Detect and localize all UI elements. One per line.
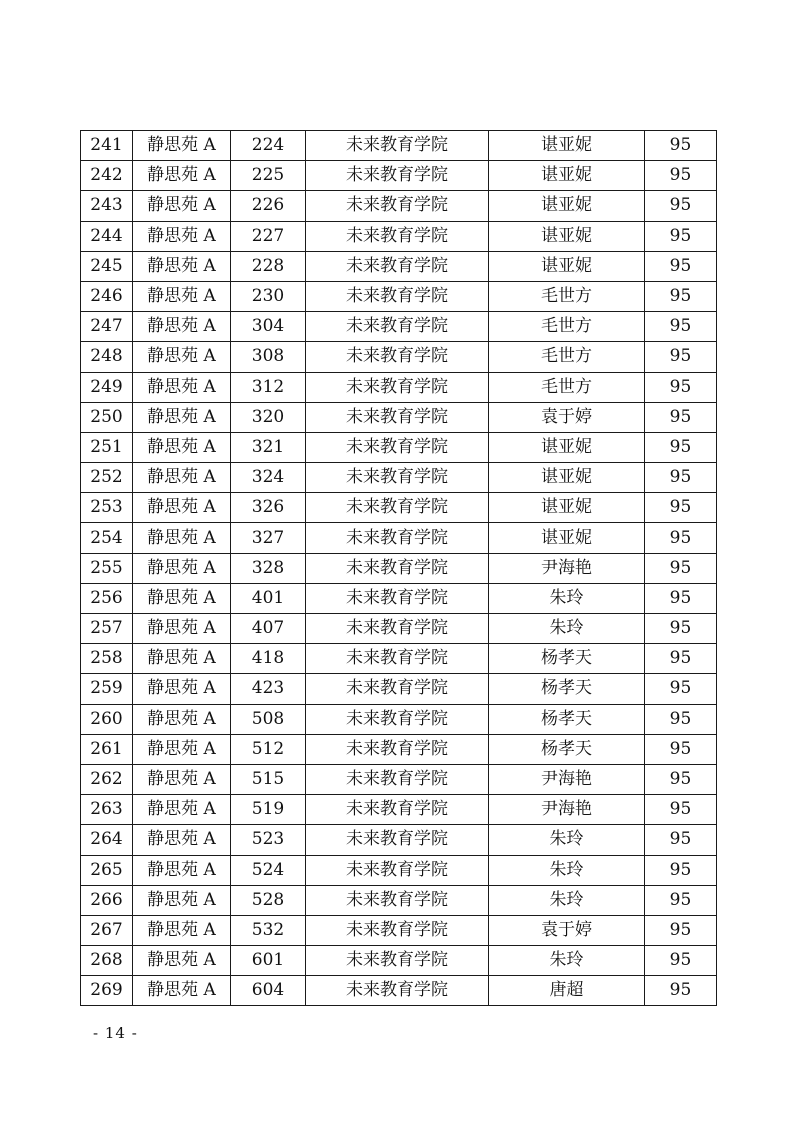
cell-college: 未来教育学院 [306,764,489,794]
cell-name: 毛世方 [489,281,645,311]
cell-name: 朱玲 [489,946,645,976]
cell-score: 95 [645,402,717,432]
cell-number: 268 [81,946,133,976]
cell-building: 静思苑 A [133,191,231,221]
cell-room: 524 [231,855,306,885]
table-row [81,946,717,976]
cell-building: 静思苑 A [133,734,231,764]
cell-name: 谌亚妮 [489,221,645,251]
cell-room: 320 [231,402,306,432]
cell-number: 252 [81,463,133,493]
cell-building: 静思苑 A [133,221,231,251]
cell-building: 静思苑 A [133,825,231,855]
cell-building: 静思苑 A [133,281,231,311]
cell-number: 246 [81,281,133,311]
cell-name: 谌亚妮 [489,432,645,462]
table-row [81,221,717,251]
cell-building: 静思苑 A [133,251,231,281]
cell-room: 423 [231,674,306,704]
cell-room: 528 [231,885,306,915]
cell-score: 95 [645,342,717,372]
cell-score: 95 [645,795,717,825]
table-row [81,312,717,342]
cell-name: 杨孝天 [489,734,645,764]
cell-name: 朱玲 [489,855,645,885]
cell-room: 328 [231,553,306,583]
cell-room: 308 [231,342,306,372]
cell-name: 尹海艳 [489,764,645,794]
cell-building: 静思苑 A [133,161,231,191]
cell-building: 静思苑 A [133,583,231,613]
cell-building: 静思苑 A [133,704,231,734]
cell-college: 未来教育学院 [306,493,489,523]
cell-number: 269 [81,976,133,1006]
cell-name: 谌亚妮 [489,523,645,553]
cell-name: 谌亚妮 [489,463,645,493]
records-table [80,130,717,1006]
cell-name: 毛世方 [489,312,645,342]
cell-number: 259 [81,674,133,704]
table-row [81,885,717,915]
table-row [81,734,717,764]
cell-room: 224 [231,131,306,161]
table-row [81,674,717,704]
cell-college: 未来教育学院 [306,432,489,462]
table-row [81,342,717,372]
cell-college: 未来教育学院 [306,644,489,674]
cell-number: 242 [81,161,133,191]
cell-room: 304 [231,312,306,342]
cell-score: 95 [645,191,717,221]
table-row [81,583,717,613]
cell-number: 256 [81,583,133,613]
cell-score: 95 [645,644,717,674]
table-row [81,764,717,794]
cell-name: 尹海艳 [489,795,645,825]
cell-name: 朱玲 [489,885,645,915]
cell-room: 512 [231,734,306,764]
cell-number: 258 [81,644,133,674]
cell-name: 朱玲 [489,583,645,613]
cell-college: 未来教育学院 [306,523,489,553]
table-row [81,281,717,311]
records-sheet [80,130,716,1006]
cell-college: 未来教育学院 [306,221,489,251]
cell-number: 250 [81,402,133,432]
cell-room: 326 [231,493,306,523]
cell-score: 95 [645,734,717,764]
cell-name: 袁于婷 [489,402,645,432]
cell-score: 95 [645,553,717,583]
cell-score: 95 [645,674,717,704]
cell-name: 袁于婷 [489,915,645,945]
cell-number: 260 [81,704,133,734]
cell-name: 唐超 [489,976,645,1006]
cell-room: 321 [231,432,306,462]
cell-score: 95 [645,312,717,342]
cell-building: 静思苑 A [133,946,231,976]
cell-building: 静思苑 A [133,915,231,945]
cell-building: 静思苑 A [133,614,231,644]
cell-score: 95 [645,161,717,191]
cell-college: 未来教育学院 [306,704,489,734]
cell-score: 95 [645,614,717,644]
cell-college: 未来教育学院 [306,281,489,311]
cell-room: 225 [231,161,306,191]
cell-number: 253 [81,493,133,523]
cell-college: 未来教育学院 [306,372,489,402]
cell-building: 静思苑 A [133,553,231,583]
cell-room: 407 [231,614,306,644]
cell-building: 静思苑 A [133,372,231,402]
table-row [81,372,717,402]
cell-college: 未来教育学院 [306,825,489,855]
cell-building: 静思苑 A [133,523,231,553]
cell-college: 未来教育学院 [306,674,489,704]
cell-score: 95 [645,432,717,462]
cell-number: 248 [81,342,133,372]
cell-name: 谌亚妮 [489,251,645,281]
cell-room: 230 [231,281,306,311]
cell-name: 杨孝天 [489,674,645,704]
cell-number: 255 [81,553,133,583]
page-number: - 14 - [93,1024,138,1042]
cell-score: 95 [645,221,717,251]
cell-room: 324 [231,463,306,493]
table-row [81,614,717,644]
cell-number: 243 [81,191,133,221]
table-row [81,463,717,493]
cell-room: 312 [231,372,306,402]
cell-score: 95 [645,281,717,311]
cell-room: 604 [231,976,306,1006]
table-row [81,493,717,523]
cell-number: 263 [81,795,133,825]
cell-name: 朱玲 [489,825,645,855]
cell-score: 95 [645,131,717,161]
table-row [81,161,717,191]
cell-college: 未来教育学院 [306,855,489,885]
cell-building: 静思苑 A [133,463,231,493]
cell-building: 静思苑 A [133,674,231,704]
cell-room: 515 [231,764,306,794]
cell-college: 未来教育学院 [306,976,489,1006]
cell-number: 265 [81,855,133,885]
cell-name: 谌亚妮 [489,191,645,221]
cell-number: 254 [81,523,133,553]
cell-college: 未来教育学院 [306,251,489,281]
cell-college: 未来教育学院 [306,463,489,493]
cell-room: 418 [231,644,306,674]
cell-number: 266 [81,885,133,915]
table-row [81,523,717,553]
cell-number: 244 [81,221,133,251]
cell-building: 静思苑 A [133,855,231,885]
table-row [81,855,717,885]
cell-name: 朱玲 [489,614,645,644]
cell-score: 95 [645,523,717,553]
cell-name: 杨孝天 [489,704,645,734]
cell-college: 未来教育学院 [306,131,489,161]
cell-room: 523 [231,825,306,855]
cell-college: 未来教育学院 [306,342,489,372]
cell-room: 508 [231,704,306,734]
cell-college: 未来教育学院 [306,312,489,342]
cell-score: 95 [645,825,717,855]
cell-score: 95 [645,885,717,915]
cell-name: 谌亚妮 [489,161,645,191]
cell-room: 327 [231,523,306,553]
cell-college: 未来教育学院 [306,795,489,825]
cell-building: 静思苑 A [133,493,231,523]
cell-room: 532 [231,915,306,945]
cell-score: 95 [645,946,717,976]
cell-room: 519 [231,795,306,825]
cell-college: 未来教育学院 [306,614,489,644]
cell-college: 未来教育学院 [306,191,489,221]
table-row [81,402,717,432]
table-row [81,915,717,945]
table-row [81,553,717,583]
table-row [81,825,717,855]
cell-number: 261 [81,734,133,764]
cell-score: 95 [645,704,717,734]
cell-number: 241 [81,131,133,161]
cell-college: 未来教育学院 [306,915,489,945]
cell-building: 静思苑 A [133,342,231,372]
cell-score: 95 [645,976,717,1006]
table-row [81,795,717,825]
cell-building: 静思苑 A [133,432,231,462]
cell-college: 未来教育学院 [306,161,489,191]
cell-score: 95 [645,251,717,281]
table-row [81,432,717,462]
cell-score: 95 [645,493,717,523]
cell-number: 249 [81,372,133,402]
table-row [81,976,717,1006]
cell-score: 95 [645,764,717,794]
cell-college: 未来教育学院 [306,734,489,764]
cell-building: 静思苑 A [133,885,231,915]
cell-number: 264 [81,825,133,855]
cell-building: 静思苑 A [133,795,231,825]
cell-number: 247 [81,312,133,342]
cell-building: 静思苑 A [133,131,231,161]
cell-score: 95 [645,855,717,885]
cell-name: 谌亚妮 [489,493,645,523]
cell-college: 未来教育学院 [306,553,489,583]
table-row [81,704,717,734]
cell-building: 静思苑 A [133,312,231,342]
cell-number: 251 [81,432,133,462]
table-row [81,644,717,674]
table-row [81,131,717,161]
cell-college: 未来教育学院 [306,885,489,915]
cell-building: 静思苑 A [133,764,231,794]
cell-score: 95 [645,915,717,945]
cell-name: 毛世方 [489,342,645,372]
cell-number: 245 [81,251,133,281]
cell-room: 228 [231,251,306,281]
cell-room: 226 [231,191,306,221]
cell-score: 95 [645,372,717,402]
cell-number: 267 [81,915,133,945]
cell-building: 静思苑 A [133,402,231,432]
cell-room: 601 [231,946,306,976]
cell-name: 尹海艳 [489,553,645,583]
cell-number: 262 [81,764,133,794]
cell-number: 257 [81,614,133,644]
cell-college: 未来教育学院 [306,946,489,976]
table-row [81,191,717,221]
cell-college: 未来教育学院 [306,583,489,613]
cell-score: 95 [645,583,717,613]
cell-room: 227 [231,221,306,251]
cell-name: 谌亚妮 [489,131,645,161]
cell-building: 静思苑 A [133,644,231,674]
cell-college: 未来教育学院 [306,402,489,432]
cell-room: 401 [231,583,306,613]
cell-name: 杨孝天 [489,644,645,674]
cell-building: 静思苑 A [133,976,231,1006]
cell-score: 95 [645,463,717,493]
table-row [81,251,717,281]
cell-name: 毛世方 [489,372,645,402]
records-table-body [81,131,717,1006]
